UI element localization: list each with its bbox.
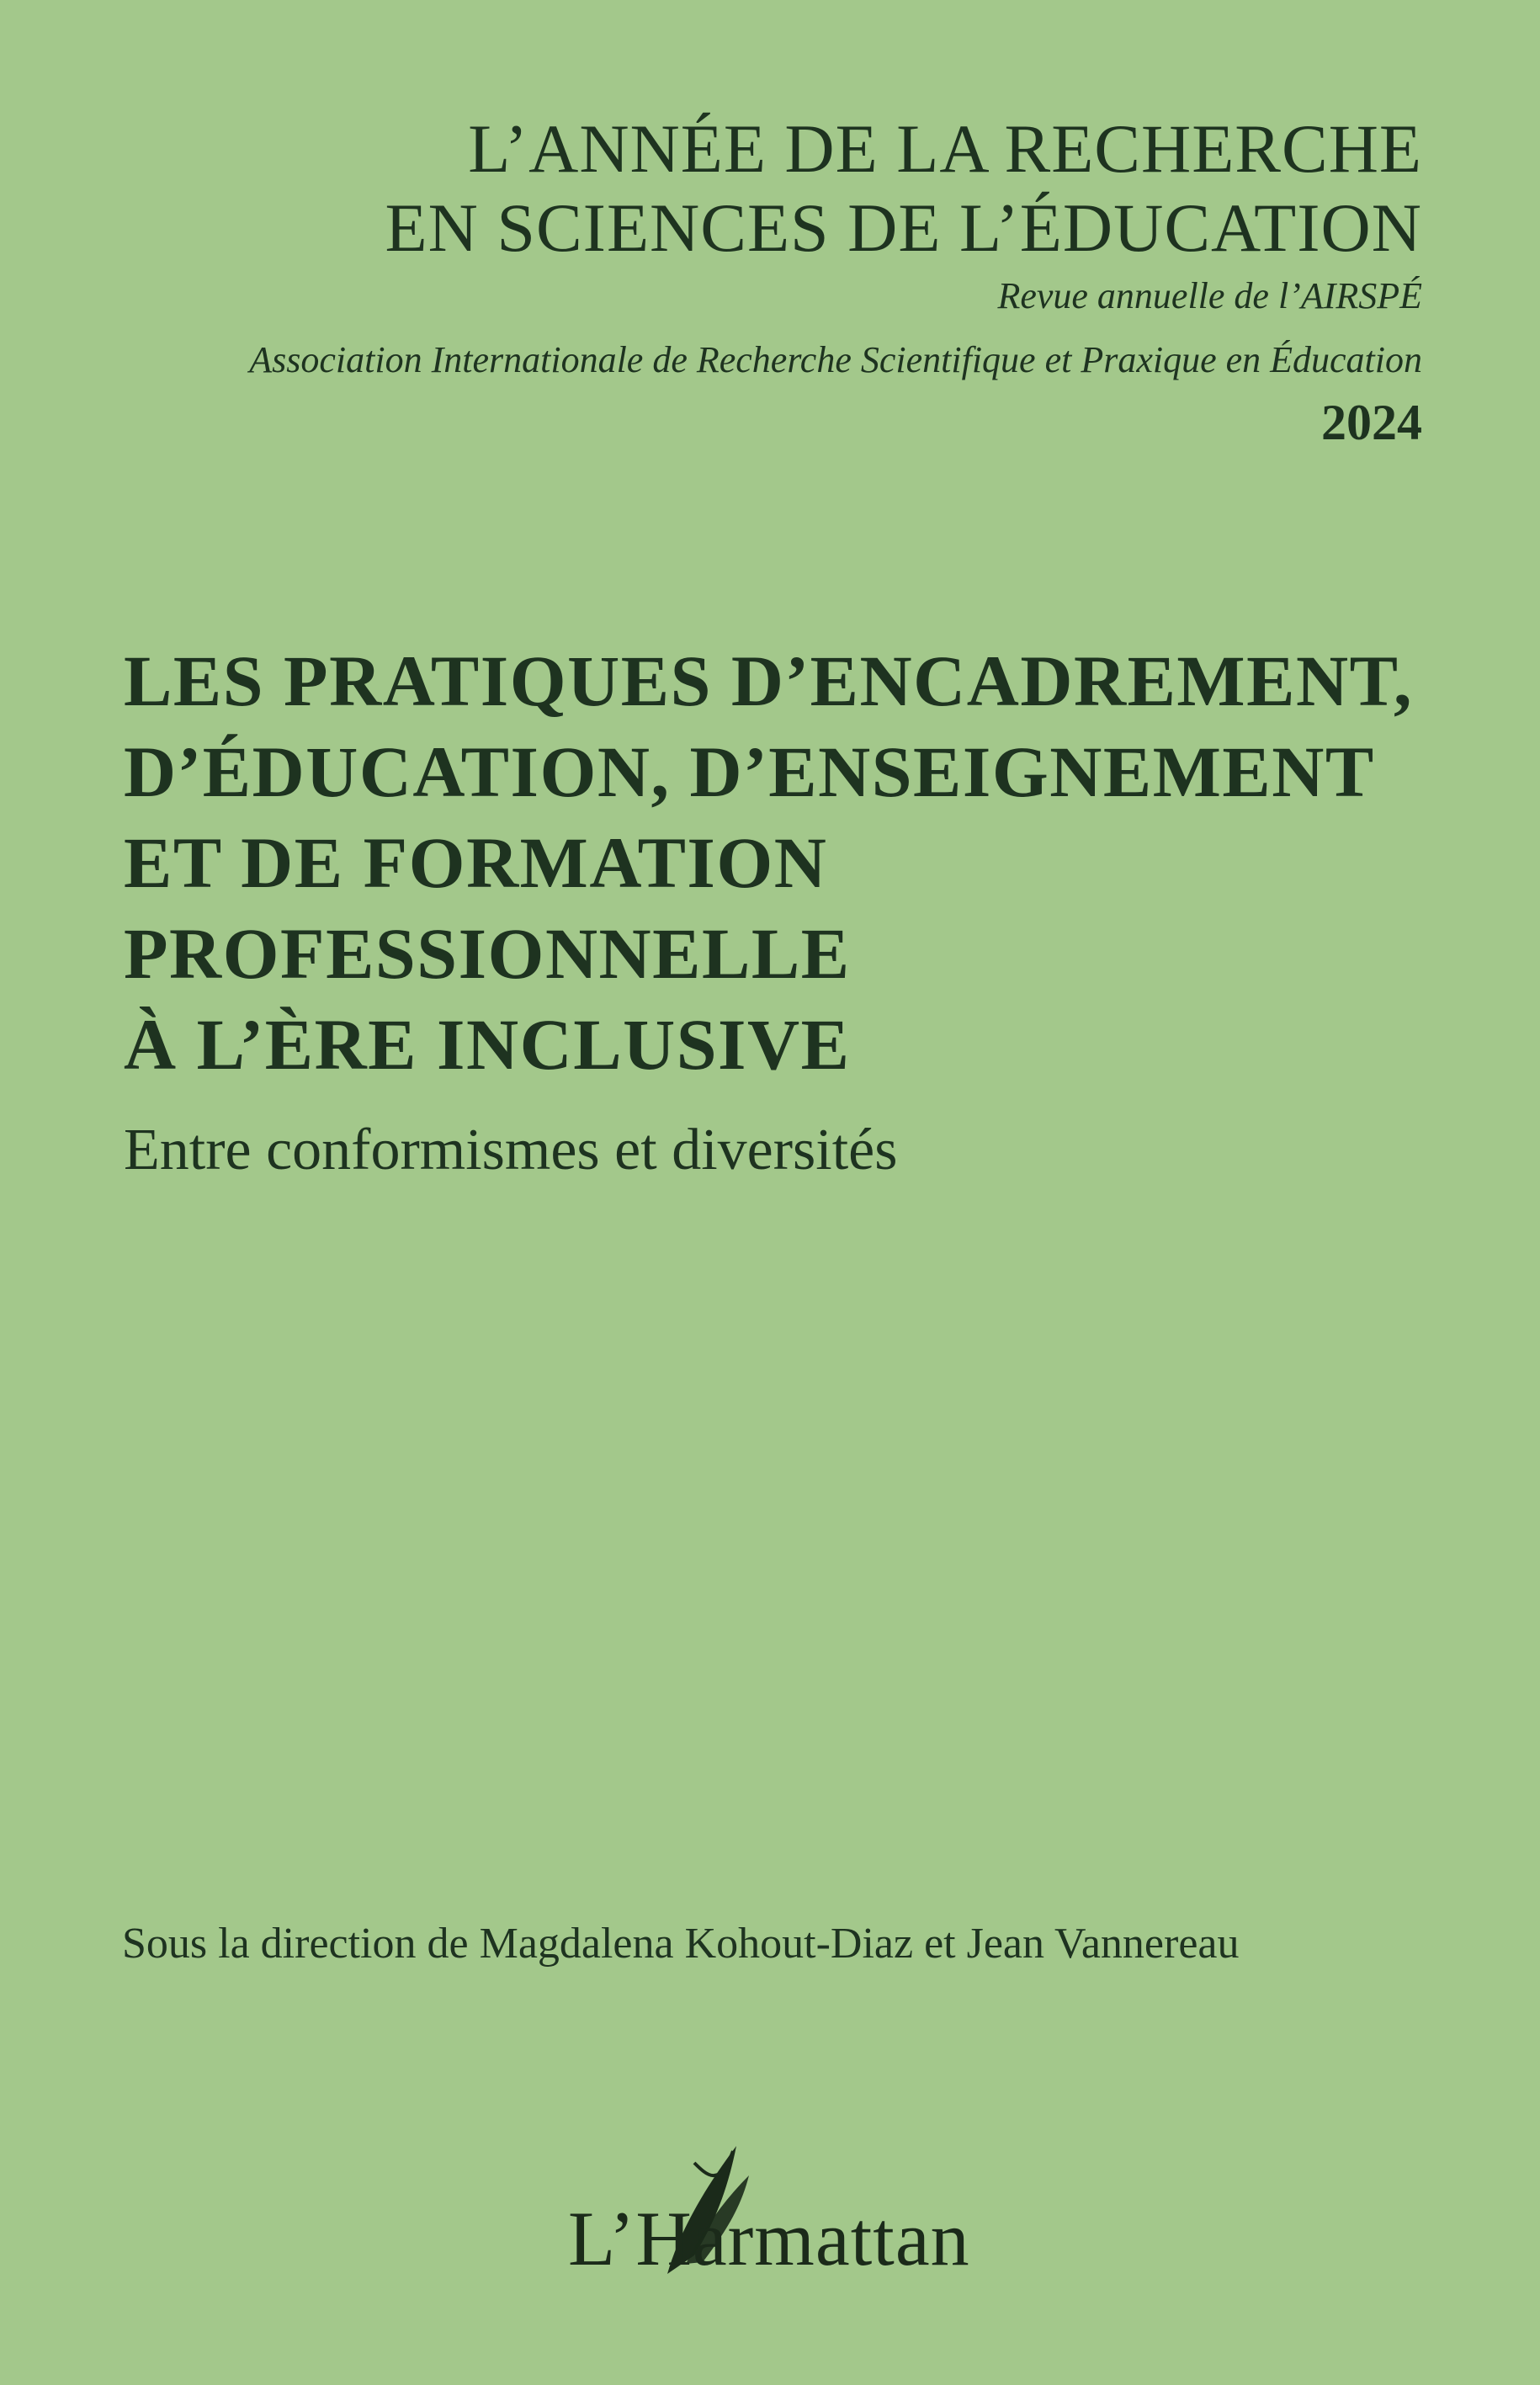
- book-subtitle: Entre conformismes et diversités: [124, 1118, 898, 1182]
- series-title-line-2: EN SCIENCES DE L’ÉDUCATION: [385, 189, 1422, 266]
- publisher-logo: [568, 2129, 989, 2281]
- editors-credit: Sous la direction de Magdalena Kohout-Diaz et Jean Vannereau: [122, 1920, 1240, 1968]
- book-title-line-1: LES PRATIQUES D’ENCADREMENT,: [124, 640, 1414, 721]
- series-subtitle: Revue annuelle de l’AIRSPÉ: [997, 275, 1422, 316]
- series-year: 2024: [1321, 395, 1422, 450]
- book-title-line-5: À L’ÈRE INCLUSIVE: [124, 1004, 851, 1085]
- book-title-line-3: ET DE FORMATION: [124, 822, 828, 903]
- book-title-line-2: D’ÉDUCATION, D’ENSEIGNEMENT: [124, 731, 1375, 812]
- book-title-block: [124, 635, 1470, 1186]
- publisher-name: L’Harmattan: [568, 2196, 970, 2281]
- series-title-line-1: L’ANNÉE DE LA RECHERCHE: [468, 110, 1422, 187]
- series-association: Association Internationale de Recherche Scientifique et Praxique en Éducation: [249, 339, 1422, 380]
- series-header: [42, 109, 1422, 449]
- book-title-line-4: PROFESSIONNELLE: [124, 913, 851, 994]
